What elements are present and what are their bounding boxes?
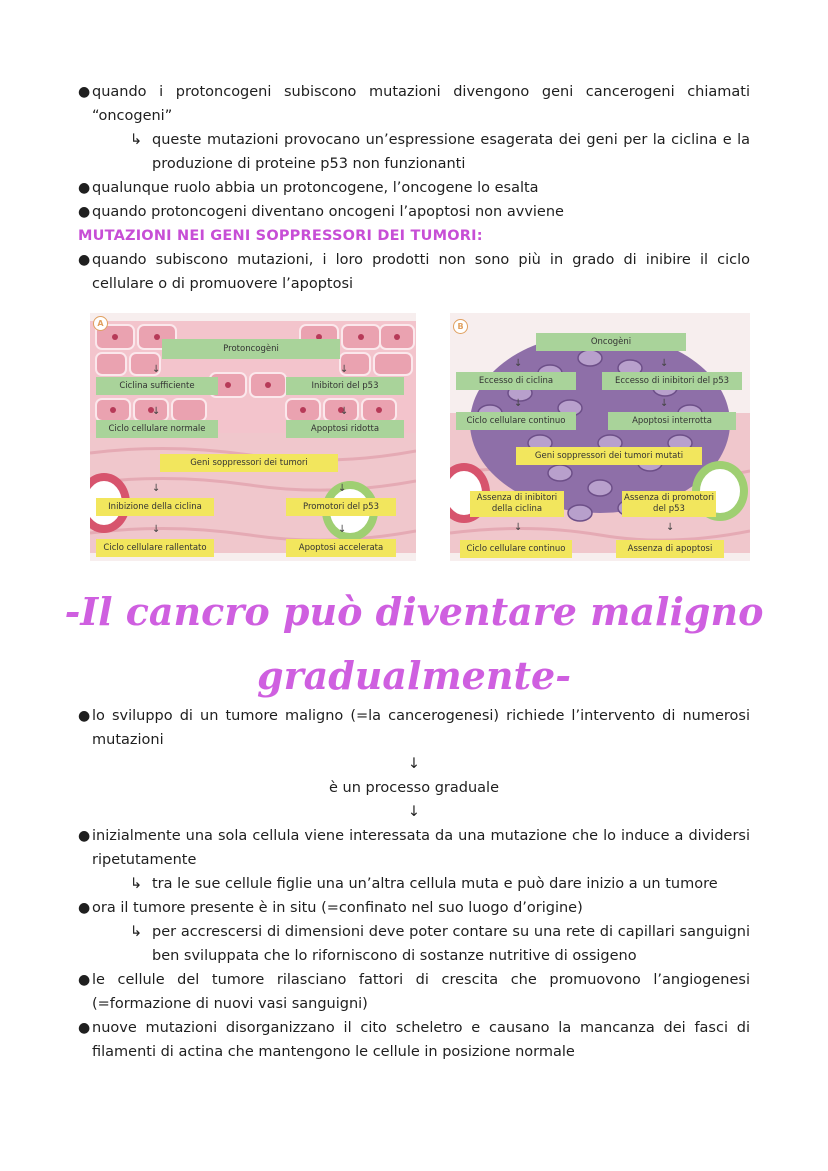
bullet-dot: ● [78,828,91,844]
bullet-item [78,896,750,920]
figure-a [90,313,416,561]
bullet-text: quando protoncogeni diventano oncogeni l’apoptosi non avviene [92,204,564,220]
label-apoptosi-ridotta: Apoptosi ridotta [286,420,404,438]
label-ciclo-continuo-2: Ciclo cellulare continuo [460,540,572,558]
arrow-down-icon: ↓ [340,406,349,417]
bullet-text: quando i protoncogeni subiscono mutazioni divengono geni cancerogeni chiamati “oncogeni” [92,84,750,124]
bullet-item [78,200,750,224]
page-title-line-1: -Il cancro può diventare maligno [64,589,764,634]
label-assenza-apoptosi: Assenza di apoptosi [616,540,724,558]
sub-arrow-icon: ↳ [130,924,143,940]
bullet-dot: ● [78,252,91,268]
bullet-item [78,824,750,872]
bullet-item [78,1016,750,1064]
bullet-item [78,704,750,752]
arrow-down-icon: ↓ [666,522,675,533]
sub-text: queste mutazioni provocano un’espressione esagerata dei geni per la ciclina e la produzione di proteine p53 non funzionanti [152,132,750,172]
label-protoncogeni: Protoncogèni [162,339,340,359]
down-arrow-icon: ↓ [407,756,421,772]
label-inibizione-ciclina: Inibizione della ciclina [96,498,214,516]
figure-badge-b: B [453,319,468,334]
label-geni-mutati: Geni soppressori dei tumori mutati [516,447,702,465]
arrow-down-icon: ↓ [152,364,161,375]
sub-item [130,920,750,968]
bullet-text: qualunque ruolo abbia un protoncogene, l’oncogene lo esalta [92,180,539,196]
label-assenza-inibitori: Assenza di inibitori della ciclina [470,491,564,517]
bullet-text: lo sviluppo di un tumore maligno (=la cancerogenesi) richiede l’intervento di numerosi mutazioni [92,708,750,748]
label-ciclina-sufficiente: Ciclina sufficiente [96,377,218,395]
arrow-down-icon: ↓ [660,398,669,409]
label-promotori-p53: Promotori del p53 [286,498,396,516]
label-assenza-promotori: Assenza di promotori del p53 [622,491,716,517]
sub-text: tra le sue cellule figlie una un’altra cellula muta e può dare inizio a un tumore [152,876,718,892]
bullet-dot: ● [78,1020,91,1036]
section-cancerogenesi [78,704,750,1064]
bullet-text: nuove mutazioni disorganizzano il cito scheletro e causano la mancanza dei fasci di filamenti di actina che mantengono le cellule in posizione normale [92,1020,750,1060]
label-eccesso-ciclina: Eccesso di ciclina [456,372,576,390]
section-protoncogeni [78,80,750,296]
sub-arrow-icon: ↳ [130,876,143,892]
label-ciclo-normale: Ciclo cellulare normale [96,420,218,438]
label-geni-soppressori: Geni soppressori dei tumori [160,454,338,472]
bullet-text: le cellule del tumore rilasciano fattori di crescita che promuovono l’angiogenesi (=formazione di nuovi vasi sanguigni) [92,972,750,1012]
figure-b [450,313,750,561]
bullet-item [78,176,750,200]
bullet-text: ora il tumore presente è in situ (=confinato nel suo luogo d’origine) [92,900,583,916]
bullet-item [78,968,750,1016]
arrow-down-icon: ↓ [514,522,523,533]
bullet-dot: ● [78,204,91,220]
bullet-dot: ● [78,708,91,724]
bullet-dot: ● [78,84,91,100]
arrow-down-icon: ↓ [514,358,523,369]
arrow-down-icon: ↓ [338,524,347,535]
label-apoptosi-interrotta: Apoptosi interrotta [608,412,736,430]
bullet-dot: ● [78,180,91,196]
label-ciclo-continuo: Ciclo cellulare continuo [456,412,576,430]
page-title-line-2: gradualmente- [257,653,571,698]
label-inibitori-p53: Inibitori del p53 [286,377,404,395]
sub-text: per accrescersi di dimensioni deve poter contare su una rete di capillari sanguigni ben sviluppata che lo riforniscono di sostanze nutritive di ossigeno [152,924,750,964]
arrow-down-icon: ↓ [152,406,161,417]
arrow-down-icon: ↓ [338,483,347,494]
bullet-dot: ● [78,972,91,988]
sub-item [130,128,750,176]
bullet-item [78,248,750,296]
label-eccesso-inibitori: Eccesso di inibitori del p53 [602,372,742,390]
bullet-dot: ● [78,900,91,916]
section-heading: MUTAZIONI NEI GENI SOPPRESSORI DEI TUMORI: [78,228,483,244]
label-apoptosi-accelerata: Apoptosi accelerata [286,539,396,557]
arrow-down-icon: ↓ [152,483,161,494]
arrow-down-icon: ↓ [340,364,349,375]
bullet-item [78,80,750,128]
arrow-down-icon: ↓ [152,524,161,535]
label-ciclo-rallentato: Ciclo cellulare rallentato [96,539,214,557]
arrow-down-icon: ↓ [660,358,669,369]
down-arrow-icon: ↓ [407,804,421,820]
bullet-text: quando subiscono mutazioni, i loro prodotti non sono più in grado di inibire il ciclo cellulare o di promuovere l’apoptosi [92,252,750,292]
label-oncogeni: Oncogèni [536,333,686,351]
center-text: è un processo graduale [329,780,499,796]
arrow-down-icon: ↓ [514,398,523,409]
figure-badge-a: A [93,316,108,331]
bullet-text: inizialmente una sola cellula viene interessata da una mutazione che lo induce a dividersi ripetutamente [92,828,750,868]
sub-item [130,872,750,896]
sub-arrow-icon: ↳ [130,132,143,148]
